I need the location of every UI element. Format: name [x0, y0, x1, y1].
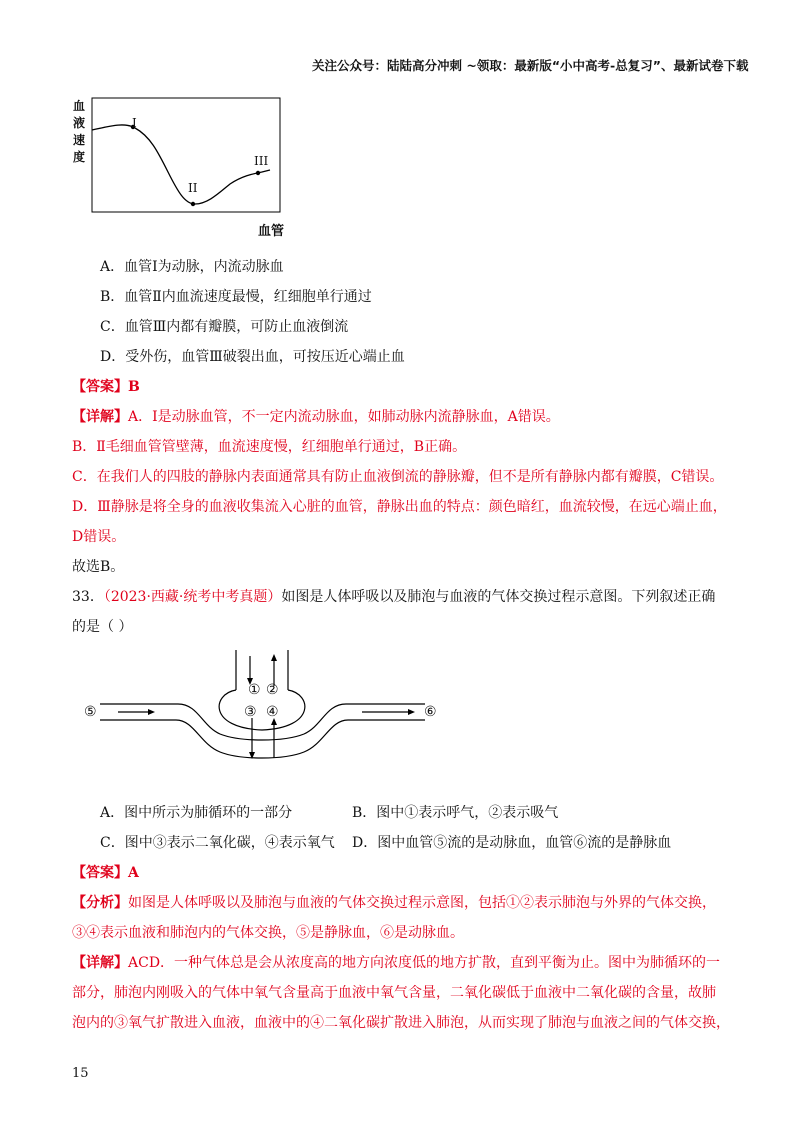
q32-option-d: D．受外伤，血管Ⅲ破裂出血，可按压近心端止血 [100, 349, 405, 365]
q33-answer: 【答案】A [72, 865, 139, 881]
q32-answer: 【答案】B [72, 379, 140, 395]
q33-stem-line-2: 的是（ ） [72, 619, 133, 635]
label-6: ⑥ [424, 704, 437, 720]
q32-detail-line-3: C．在我们人的四肢的静脉内表面通常具有防止血液倒流的静脉瓣，但不是所有静脉内都有瓣膜，C错误。 [72, 469, 724, 485]
q33-analysis-line-1: 【分析】如图是人体呼吸以及肺泡与血液的气体交换过程示意图，包括①②表示肺泡与外界的气体交换， [72, 895, 716, 911]
q33-option-a: A．图中所示为肺循环的一部分 [100, 805, 293, 821]
point-iii [256, 171, 260, 175]
gas-exchange-figure [80, 648, 460, 768]
label-ii: II [188, 181, 198, 195]
q32-detail-line-5: D错误。 [72, 529, 126, 545]
label-2: ② [266, 682, 279, 698]
chart-ylabel: 血 液 速 度 [73, 99, 86, 164]
q32-detail-line-1: 【详解】A．Ⅰ是动脉血管，不一定内流动脉血，如肺动脉内流静脉血，A错误。 [72, 409, 560, 425]
q32-option-c: C．血管Ⅲ内都有瓣膜，可防止血液倒流 [100, 319, 349, 335]
label-1: ① [248, 682, 261, 698]
chart-frame [92, 98, 280, 212]
label-i: I [132, 116, 137, 130]
blood-speed-figure [70, 92, 310, 242]
label-4: ④ [266, 704, 279, 720]
label-iii: III [254, 154, 269, 168]
q33-option-c: C．图中③表示二氧化碳，④表示氧气 [100, 835, 335, 851]
q32-detail-line-4: D．Ⅲ静脉是将全身的血液收集流入心脏的血管，静脉出血的特点：颜色暗红，血流较慢，在远心端止血， [72, 499, 727, 515]
q33-stem-line-1: 33．（2023·西藏·统考中考真题）如图是人体呼吸以及肺泡与血液的气体交换过程示意图。下列叙述正确 [72, 589, 716, 605]
label-3: ③ [244, 704, 257, 720]
q33-option-b: B．图中①表示呼气，②表示吸气 [352, 805, 559, 821]
q32-option-b: B．血管Ⅱ内血流速度最慢，红细胞单行通过 [100, 289, 372, 305]
page-header: 关注公众号：陆陆高分冲刺 ~领取：最新版“小中高考-总复习”、最新试卷下载 [312, 58, 749, 73]
speed-curve [92, 125, 270, 204]
chart-xlabel: 血管 [258, 224, 285, 239]
q33-analysis-line-2: ③④表示血液和肺泡内的气体交换，⑤是静脉血，⑥是动脉血。 [72, 925, 464, 941]
q32-detail-line-2: B．Ⅱ毛细血管管壁薄，血流速度慢，红细胞单行通过，B正确。 [72, 439, 467, 455]
q32-conclusion: 故选B。 [72, 559, 125, 575]
q32-option-a: A．血管Ⅰ为动脉，内流动脉血 [100, 259, 284, 275]
q33-detail-line-1: 【详解】ACD．一种气体总是会从浓度高的地方向浓度低的地方扩散，直到平衡为止。图中为肺循环的一 [72, 955, 721, 971]
q33-detail-line-3: 泡内的③氧气扩散进入血液，血液中的④二氧化碳扩散进入肺泡，从而实现了肺泡与血液之间的气体交换， [72, 1015, 730, 1031]
page-number: 15 [72, 1066, 89, 1081]
q33-option-d: D．图中血管⑤流的是动脉血，血管⑥流的是静脉血 [352, 835, 672, 851]
q33-detail-line-2: 部分，肺泡内刚吸入的气体中氧气含量高于血液中氧气含量，二氧化碳低于血液中二氧化碳的含量，故肺 [72, 985, 716, 1001]
point-ii [191, 202, 195, 206]
label-5: ⑤ [84, 704, 97, 720]
